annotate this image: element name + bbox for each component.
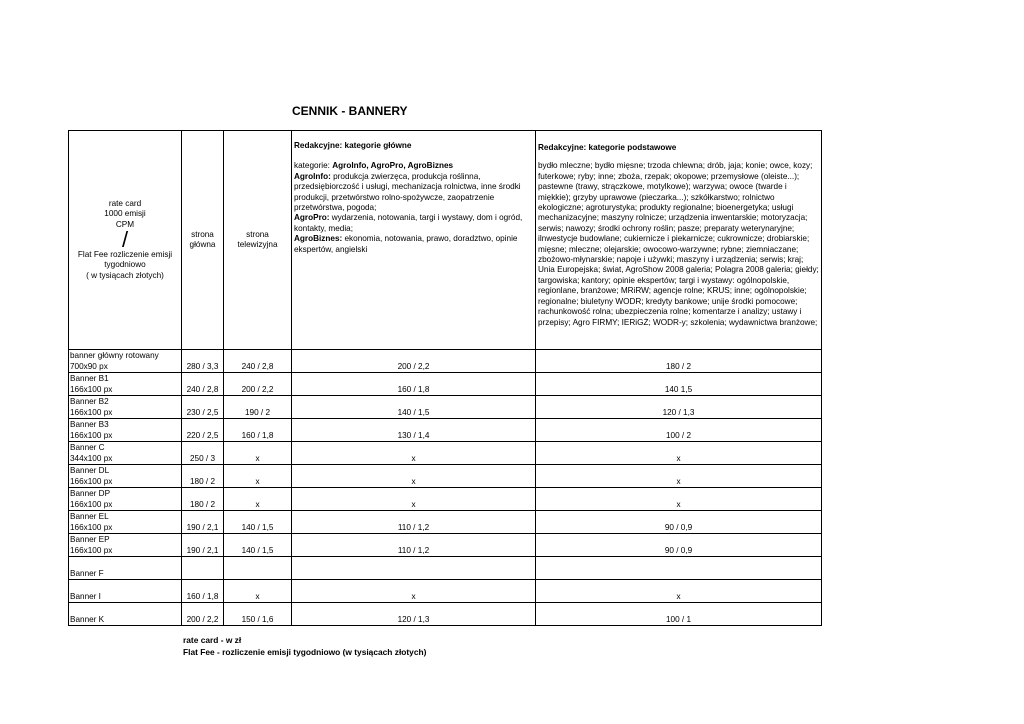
table-row xyxy=(69,350,822,373)
row-name-line2: 166x100 px xyxy=(70,522,113,532)
row-value-edit-main: 110 / 1,2 xyxy=(292,534,536,557)
row-name-line2: 166x100 px xyxy=(70,545,113,555)
ratecard-line1: rate card xyxy=(108,198,142,208)
edit-main-p3-label: AgroPro: xyxy=(294,213,330,223)
ratecard-line2: 1000 emisji xyxy=(104,209,146,219)
table-row xyxy=(69,534,822,557)
footer-line2: Flat Fee - rozliczenie emisji tygodniowo (w tysiącach złotych) xyxy=(183,647,427,657)
row-name-line1: Banner DP xyxy=(70,489,111,499)
ratecard-slash: / xyxy=(121,227,129,252)
row-value-main: 180 / 2 xyxy=(182,488,224,511)
edit-main-p4-label: AgroBiznes: xyxy=(294,234,343,244)
row-value-edit-main: 160 / 1,8 xyxy=(292,373,536,396)
row-name-line2: Banner I xyxy=(70,591,101,601)
row-name-cell xyxy=(69,373,182,396)
row-value-tv: x xyxy=(224,580,292,603)
row-name-line2: 166x100 px xyxy=(70,407,113,417)
table-header-row xyxy=(69,131,822,350)
row-name-cell xyxy=(69,396,182,419)
row-name-line1: Banner EL xyxy=(70,512,109,522)
row-name-line2: Banner F xyxy=(70,568,104,578)
table-row xyxy=(69,373,822,396)
table-row xyxy=(69,419,822,442)
row-name-line2: 344x100 px xyxy=(70,453,113,463)
table-row xyxy=(69,465,822,488)
price-table xyxy=(68,130,822,626)
table-row xyxy=(69,603,822,626)
ratecard-line4: Flat Fee rozliczenie emisji tygodniowo xyxy=(77,250,173,270)
row-value-main: 200 / 2,2 xyxy=(182,603,224,626)
row-value-edit-basic: x xyxy=(536,442,822,465)
row-value-edit-basic: 120 / 1,3 xyxy=(536,396,822,419)
edit-main-p2: produkcja zwierzęca, produkcja roślinna, przedsiębiorczość i usługi, mechanizacja rolnictwa, inne środki produkcji, przetwórstwo rolno-spożywcze, zaopatrzenie przetwórstwa, pogoda; xyxy=(294,171,521,213)
edit-main-p4: ekonomia, notowania, prawo, doradztwo, opinie ekspertów, angielski xyxy=(294,234,518,254)
edit-main-title: Redakcyjne: kategorie główne xyxy=(294,141,412,150)
row-value-edit-basic: 140 1,5 xyxy=(536,373,822,396)
row-name-line1: Banner C xyxy=(70,443,105,453)
col-edit-basic-header xyxy=(536,131,822,350)
row-name-line2: 166x100 px xyxy=(70,476,113,486)
row-value-tv: 200 / 2,2 xyxy=(224,373,292,396)
row-name-line2: Banner K xyxy=(70,614,105,624)
row-name-line2: 166x100 px xyxy=(70,384,113,394)
ratecard-header-cell xyxy=(69,131,182,350)
footer-line1: rate card - w zł xyxy=(183,635,242,645)
row-value-edit-main: x xyxy=(292,580,536,603)
row-value-edit-main: 140 / 1,5 xyxy=(292,396,536,419)
row-name-line1: Banner EP xyxy=(70,535,110,545)
row-value-tv: x xyxy=(224,442,292,465)
row-name-cell xyxy=(69,488,182,511)
row-value-tv: 140 / 1,5 xyxy=(224,534,292,557)
row-name-line1: banner główny rotowany xyxy=(70,351,159,361)
row-value-main: 280 / 3,3 xyxy=(182,350,224,373)
row-value-edit-basic: x xyxy=(536,580,822,603)
footer-notes xyxy=(183,634,426,658)
row-value-tv: 140 / 1,5 xyxy=(224,511,292,534)
row-value-edit-main: 110 / 1,2 xyxy=(292,511,536,534)
row-value-tv: x xyxy=(224,488,292,511)
row-value-main: 250 / 3 xyxy=(182,442,224,465)
table-row xyxy=(69,580,822,603)
row-value-edit-basic: 90 / 0,9 xyxy=(536,534,822,557)
row-value-edit-basic: 90 / 0,9 xyxy=(536,511,822,534)
table-row xyxy=(69,442,822,465)
edit-basic-title: Redakcyjne: kategorie podstawowe xyxy=(538,143,677,152)
table-row xyxy=(69,488,822,511)
table-row xyxy=(69,557,822,580)
edit-main-p3: wydarzenia, notowania, targi i wystawy, dom i ogród, kontakty, media; xyxy=(294,213,523,233)
row-name-line1: Banner B2 xyxy=(70,397,109,407)
row-value-edit-basic: x xyxy=(536,465,822,488)
row-name-line2: 700x90 px xyxy=(70,361,108,371)
table-row xyxy=(69,511,822,534)
ratecard-line3: CPM xyxy=(115,219,135,229)
row-value-main: 190 / 2,1 xyxy=(182,534,224,557)
row-value-edit-main: 130 / 1,4 xyxy=(292,419,536,442)
row-name-line2: 166x100 px xyxy=(70,499,113,509)
row-name-cell xyxy=(69,603,182,626)
row-name-line1: Banner B3 xyxy=(70,420,109,430)
row-name-cell xyxy=(69,557,182,580)
row-name-cell xyxy=(69,580,182,603)
row-value-tv: x xyxy=(224,465,292,488)
row-value-edit-main: x xyxy=(292,488,536,511)
row-name-cell xyxy=(69,534,182,557)
row-value-main: 220 / 2,5 xyxy=(182,419,224,442)
row-value-main: 190 / 2,1 xyxy=(182,511,224,534)
row-name-cell xyxy=(69,350,182,373)
row-value-tv xyxy=(224,557,292,580)
col-tv-header: strona telewizyjna xyxy=(224,131,292,350)
row-value-main: 230 / 2,5 xyxy=(182,396,224,419)
edit-main-p1-label: kategorie: xyxy=(294,161,333,171)
row-value-edit-main: 120 / 1,3 xyxy=(292,603,536,626)
row-value-edit-basic xyxy=(536,557,822,580)
row-value-tv: 150 / 1,6 xyxy=(224,603,292,626)
row-value-tv: 190 / 2 xyxy=(224,396,292,419)
row-name-cell xyxy=(69,419,182,442)
row-name-line2: 166x100 px xyxy=(70,430,113,440)
row-value-edit-basic: 100 / 2 xyxy=(536,419,822,442)
edit-main-p1: AgroInfo, AgroPro, AgroBiznes xyxy=(332,161,454,171)
row-value-tv: 240 / 2,8 xyxy=(224,350,292,373)
row-value-edit-main: x xyxy=(292,442,536,465)
row-value-edit-main xyxy=(292,557,536,580)
edit-main-p2-label: AgroInfo: xyxy=(294,171,331,181)
page-title: CENNIK - BANNERY xyxy=(292,104,408,118)
col-edit-main-header xyxy=(292,131,536,350)
row-value-main: 180 / 2 xyxy=(182,465,224,488)
table-row xyxy=(69,396,822,419)
row-name-cell xyxy=(69,465,182,488)
row-value-edit-main: 200 / 2,2 xyxy=(292,350,536,373)
row-value-edit-basic: 100 / 1 xyxy=(536,603,822,626)
row-value-edit-basic: 180 / 2 xyxy=(536,350,822,373)
row-value-tv: 160 / 1,8 xyxy=(224,419,292,442)
ratecard-line5: ( w tysiącach złotych) xyxy=(86,270,164,280)
row-value-main xyxy=(182,557,224,580)
row-value-main: 160 / 1,8 xyxy=(182,580,224,603)
col-main-header: strona główna xyxy=(182,131,224,350)
row-name-line1: Banner DL xyxy=(70,466,110,476)
row-name-cell xyxy=(69,442,182,465)
row-value-edit-basic: x xyxy=(536,488,822,511)
row-name-line1: Banner B1 xyxy=(70,374,109,384)
edit-basic-text: bydło mleczne; bydło mięsne; trzoda chlewna; drób, jaja; konie; owce, kozy; futerkowe; ryby; inne; zboża, rzepak; okopowe; przemysłowe (oleiste...); pastewne (trawy, strączkowe, motylkowe); warzywa; owoce (twarde i miękkie); grzyby uprawowe (pieczarka...); szkółkarstwo; rolnictwo ekologiczne; agroturystyka; produkty regionalne; bioenergetyka; usługi mechanizacyjne; maszyny rolnicze; urządzenia inwentarskie; motoryzacja; serwis; nawozy; środki ochrony roślin; pasze; preparaty weterynaryjne; ilnwestycje budowlane; cukiernicze i piekarnicze; cukrownicze; drobiarskie; mięsne; mleczne; olejarskie; owocowo-warzywne; rybne; ziemniaczane; zbożowo-młynarskie; napoje i używki; maszyny i urządzenia; serwis; kraj; Unia Europejska; świat, AgroShow 2008 galeria; Polagra 2008 galeria; giełdy; targowiska; kantory; opinie ekspertów; targi i wystawy: ogólnopolskie, regionlane, branżowe; MRiRW; agencje rolne; KRUS; inne; ogólnopolskie; regionalne; biuletyny WODR; kredyty bankowe; unije środki pomocowe; rachunkowość rolna; ubezpieczenia rolne; komentarze i analizy; ustawy i przepisy; Agro FIRMY; IERiGŻ; WODR-y; szkolenia; wydawnictwa branżowe; xyxy=(538,161,819,327)
row-value-edit-main: x xyxy=(292,465,536,488)
row-name-cell xyxy=(69,511,182,534)
row-value-main: 240 / 2,8 xyxy=(182,373,224,396)
